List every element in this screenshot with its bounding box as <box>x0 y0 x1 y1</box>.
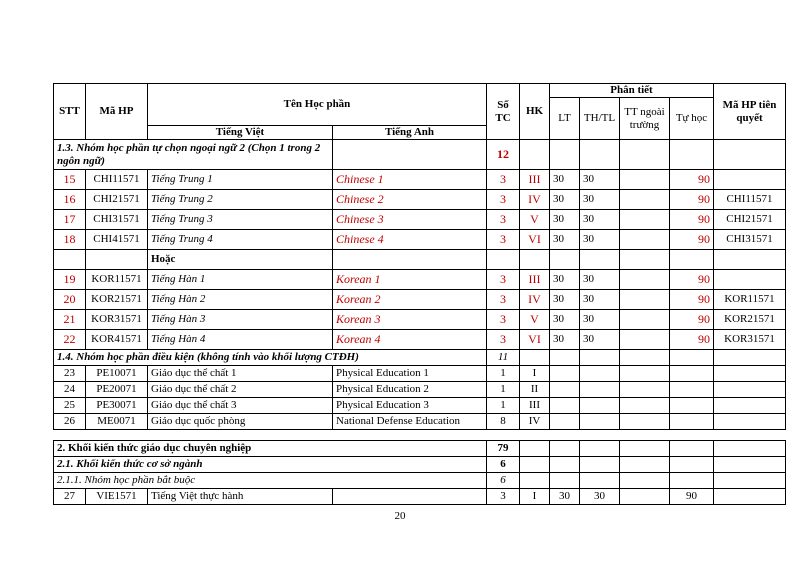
section-row <box>54 457 786 473</box>
table-row: 21 KOR31571 Tiếng Hàn 3 Korean 3 3 V 30 30 90 KOR21571 <box>54 310 786 330</box>
col-ma-hp-tien-quyet: Mã HP tiên quyết <box>714 84 786 140</box>
group-title: 1.4. Nhóm học phần điều kiện (không tính vào khối lượng CTĐH) <box>54 350 487 366</box>
col-hk: HK <box>520 84 550 140</box>
table-row: 23 PE10071 Giáo dục thể chất 1 Physical Education 1 1 I <box>54 366 786 382</box>
table-row: 15 CHI11571 Tiếng Trung 1 Chinese 1 3 III 30 30 90 <box>54 170 786 190</box>
col-tieng-viet: Tiếng Việt <box>148 126 333 140</box>
section-credits: 6 <box>487 457 520 473</box>
table-row: 16 CHI21571 Tiếng Trung 2 Chinese 2 3 IV 30 30 90 CHI11571 <box>54 190 786 210</box>
table-row: 25 PE30071 Giáo dục thể chất 3 Physical Education 3 1 III <box>54 398 786 414</box>
col-ten-hoc-phan: Tên Học phần <box>148 84 487 126</box>
section-title: 2.1. Khối kiến thức cơ sở ngành <box>54 457 487 473</box>
or-row <box>54 250 786 270</box>
group-row <box>54 140 786 170</box>
table-row: 27 VIE1571 Tiếng Việt thực hành 3 I 30 30 90 <box>54 489 786 505</box>
table-row: 18 CHI41571 Tiếng Trung 4 Chinese 4 3 VI 30 30 90 CHI31571 <box>54 230 786 250</box>
curriculum-table-continued <box>53 440 786 505</box>
table-row: 22 KOR41571 Tiếng Hàn 4 Korean 4 3 VI 30 30 90 KOR31571 <box>54 330 786 350</box>
col-ma-hp: Mã HP <box>86 84 148 140</box>
table-row: 17 CHI31571 Tiếng Trung 3 Chinese 3 3 V 30 30 90 CHI21571 <box>54 210 786 230</box>
table-row: 26 ME0071 Giáo dục quốc phòng National Defense Education 8 IV <box>54 414 786 430</box>
col-th-tl: TH/TL <box>580 98 620 140</box>
group-credits: 12 <box>487 140 520 170</box>
col-lt: LT <box>550 98 580 140</box>
group-title: 1.3. Nhóm học phần tự chọn ngoại ngữ 2 (Chọn 1 trong 2 ngôn ngữ) <box>54 140 333 170</box>
or-label: Hoặc <box>148 250 333 270</box>
section-title: 2. Khối kiến thức giáo dục chuyên nghiệp <box>54 441 487 457</box>
section-credits: 79 <box>487 441 520 457</box>
section-credits: 6 <box>487 473 520 489</box>
section-title: 2.1.1. Nhóm học phần bắt buộc <box>54 473 487 489</box>
section-row <box>54 473 786 489</box>
table-row: 24 PE20071 Giáo dục thể chất 2 Physical Education 2 1 II <box>54 382 786 398</box>
page-number: 20 <box>394 510 406 522</box>
group-row <box>54 350 786 366</box>
curriculum-table <box>53 83 786 430</box>
table-row: 19 KOR11571 Tiếng Hàn 1 Korean 1 3 III 30 30 90 <box>54 270 786 290</box>
col-tu-hoc: Tự học <box>670 98 714 140</box>
col-phan-tiet: Phân tiết <box>550 84 714 98</box>
col-tieng-anh: Tiếng Anh <box>333 126 487 140</box>
col-tt-ngoai-truong: TT ngoài trường <box>620 98 670 140</box>
group-credits: 11 <box>487 350 520 366</box>
col-stt: STT <box>54 84 86 140</box>
section-row <box>54 441 786 457</box>
col-so-tc: Số TC <box>487 84 520 140</box>
table-row: 20 KOR21571 Tiếng Hàn 2 Korean 2 3 IV 30 30 90 KOR11571 <box>54 290 786 310</box>
